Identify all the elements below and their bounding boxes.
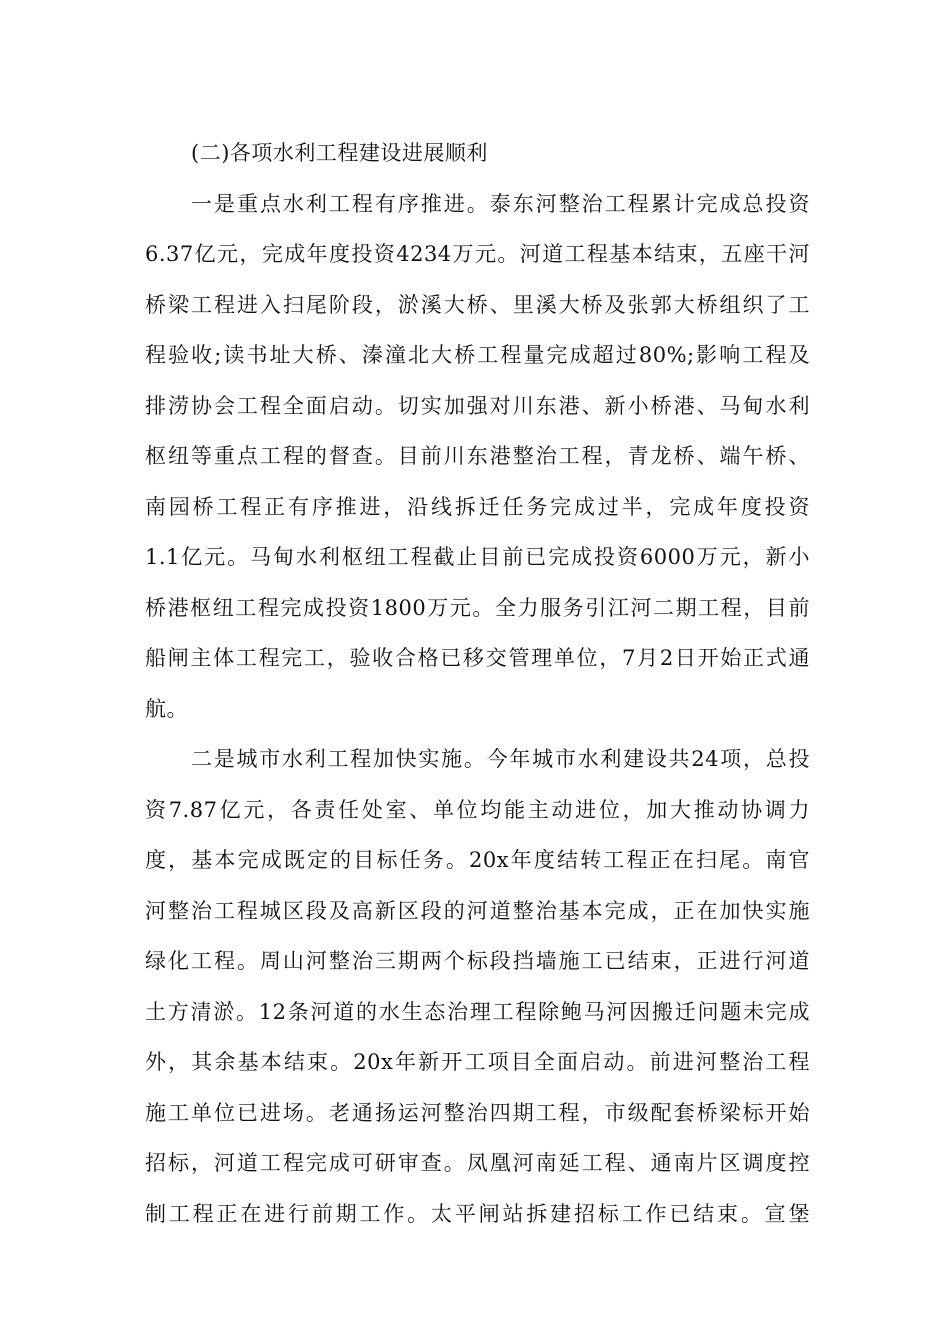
text-line: 排涝协会工程全面启动。切实加强对川东港、新小桥港、马甸水利 [145,393,810,418]
text-line: 航。 [145,696,188,721]
text-line: 桥港枢纽工程完成投资1800万元。全力服务引江河二期工程，目前 [145,595,810,620]
text-line: 河整治工程城区段及高新区段的河道整治基本完成，正在加快实施 [145,898,810,923]
text-line: 南园桥工程正有序推进，沿线拆迁任务完成过半，完成年度投资 [145,494,810,519]
text-line: 二是城市水利工程加快实施。今年城市水利建设共24项，总投 [191,747,810,771]
text-line: 1.1亿元。马甸水利枢纽工程截止目前已完成投资6000万元，新小 [145,545,810,569]
text-line: 土方清淤。12条河道的水生态治理工程除鲍马河因搬迁问题未完成 [145,999,810,1024]
text-line: 船闸主体工程完工，验收合格已移交管理单位，7月2日开始正式通 [145,646,810,670]
text-line: 6.37亿元，完成年度投资4234万元。河道工程基本结束，五座干河 [145,242,810,266]
text-line: 资7.87亿元，各责任处室、单位均能主动进位，加大推动协调力 [145,797,810,822]
text-line: 枢纽等重点工程的督查。目前川东港整治工程，青龙桥、端午桥、 [145,444,810,468]
text-line: 制工程正在进行前期工作。太平闸站拆建招标工作已结束。宣堡 [145,1201,810,1226]
text-line: 外，其余基本结束。20x年新开工项目全面启动。前进河整治工程 [145,1050,810,1074]
text-line: 度，基本完成既定的目标任务。20x年度结转工程正在扫尾。南官 [145,848,810,872]
text-line: 一是重点水利工程有序推进。泰东河整治工程累计完成总投资 [191,191,810,216]
text-line: 招标，河道工程完成可研审查。凤凰河南延工程、通南片区调度控 [145,1151,810,1175]
text-line: 桥梁工程进入扫尾阶段，淤溪大桥、里溪大桥及张郭大桥组织了工 [145,292,810,317]
paragraph-urban-projects [145,734,810,1239]
text-line: 绿化工程。周山河整治三期两个标段挡墙施工已结束，正进行河道 [145,949,810,973]
text-line: 程验收;读书址大桥、溱潼北大桥工程量完成超过80%;影响工程及 [145,343,810,367]
paragraph-key-projects [145,179,810,735]
text-line: 施工单位已进场。老通扬运河整治四期工程，市级配套桥梁标开始 [145,1100,810,1125]
document-body [145,128,810,1239]
section-heading: (二)各项水利工程建设进展顺利 [191,141,488,165]
